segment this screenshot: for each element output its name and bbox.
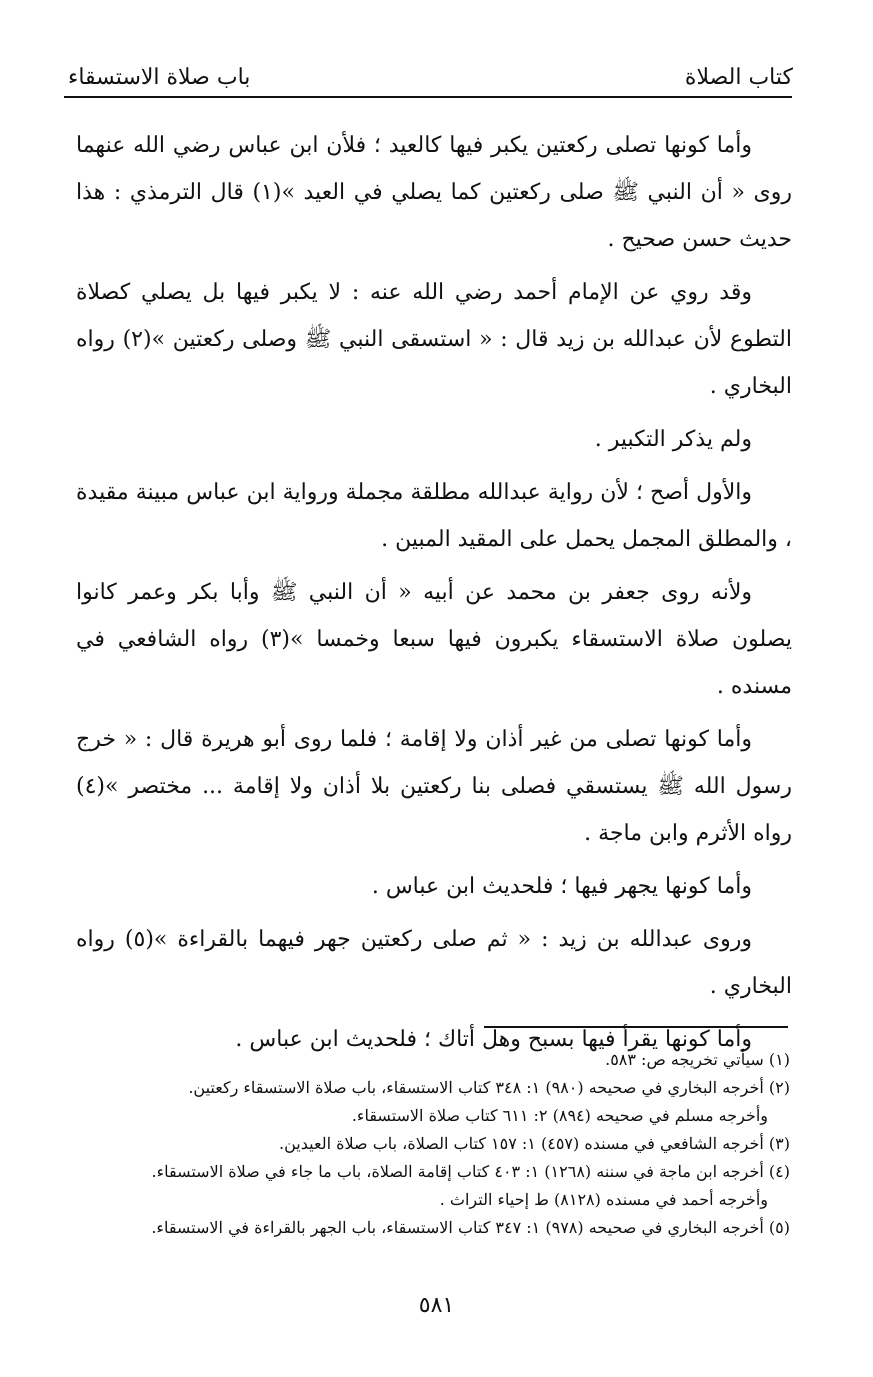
paragraph: ولم يذكر التكبير . (594, 427, 752, 452)
paragraph: وأما كونها تصلى من غير أذان ولا إقامة ؛ فلما روى أبو هريرة قال : « خرج رسول الله ﷺ يستسقي فصلى بنا ركعتين بلا أذان ولا إقامة ... مختصر »(٤) رواه الأثرم وابن ماجة . (76, 727, 792, 846)
header-chapter-title: باب صلاة الاستسقاء (68, 65, 251, 90)
header-divider (64, 96, 792, 98)
paragraph: ولأنه روى جعفر بن محمد عن أبيه « أن النبي ﷺ وأبا بكر وعمر كانوا يصلون صلاة الاستسقاء يكبرون فيها سبعا وخمسا »(٣) رواه الشافعي في مسنده . (76, 580, 793, 699)
footnote-continuation: وأخرجه أحمد في مسنده (٨١٢٨) ط إحياء التراث . (439, 1190, 768, 1209)
footnote-continuation: وأخرجه مسلم في صحيحه (٨٩٤) ٢: ٦١١ كتاب صلاة الاستسقاء. (351, 1106, 768, 1125)
footnote: (٢) أخرجه البخاري في صحيحه (٩٨٠) ١: ٣٤٨ كتاب الاستسقاء، باب صلاة الاستسقاء ركعتين. (188, 1078, 790, 1097)
paragraph: وروى عبدالله بن زيد : « ثم صلى ركعتين جهر فيهما بالقراءة »(٥) رواه البخاري . (76, 927, 792, 999)
paragraph: وقد روي عن الإمام أحمد رضي الله عنه : لا يكبر فيها بل يصلي كصلاة التطوع لأن عبدالله بن زيد قال : « استسقى النبي ﷺ وصلى ركعتين »(٢) رواه البخاري . (76, 280, 792, 399)
footnote: (١) سيأتي تخريجه ص: ٥٨٣. (605, 1050, 790, 1069)
paragraph: وأما كونها تصلى ركعتين يكبر فيها كالعيد ؛ فلأن ابن عباس رضي الله عنهما روى « أن النبي ﷺ صلى ركعتين كما يصلي في العيد »(١) قال الترمذي : هذا حديث حسن صحيح . (76, 133, 792, 252)
footnote-divider (484, 1026, 788, 1028)
footnote: (٤) أخرجه ابن ماجة في سننه (١٢٦٨) ١: ٤٠٣ كتاب إقامة الصلاة، باب ما جاء في صلاة الاستسقاء. (151, 1162, 790, 1181)
page-number: ٥٨١ (418, 1293, 455, 1318)
footnotes (120, 1046, 790, 1242)
paragraph: وأما كونها يقرأ فيها بسبح وهل أتاك ؛ فلحديث ابن عباس . (235, 1027, 752, 1052)
main-text (76, 122, 792, 1069)
paragraph: والأول أصح ؛ لأن رواية عبدالله مطلقة مجملة ورواية ابن عباس مبينة مقيدة ، والمطلق المجمل يحمل على المقيد المبين . (76, 480, 792, 552)
footnote: (٣) أخرجه الشافعي في مسنده (٤٥٧) ١: ١٥٧ كتاب الصلاة، باب صلاة العيدين. (279, 1134, 790, 1153)
running-header (68, 50, 793, 90)
header-book-title: كتاب الصلاة (684, 65, 793, 90)
paragraph: وأما كونها يجهر فيها ؛ فلحديث ابن عباس . (371, 874, 752, 899)
footnote: (٥) أخرجه البخاري في صحيحه (٩٧٨) ١: ٣٤٧ كتاب الاستسقاء، باب الجهر بالقراءة في الاستسقاء. (151, 1218, 790, 1237)
